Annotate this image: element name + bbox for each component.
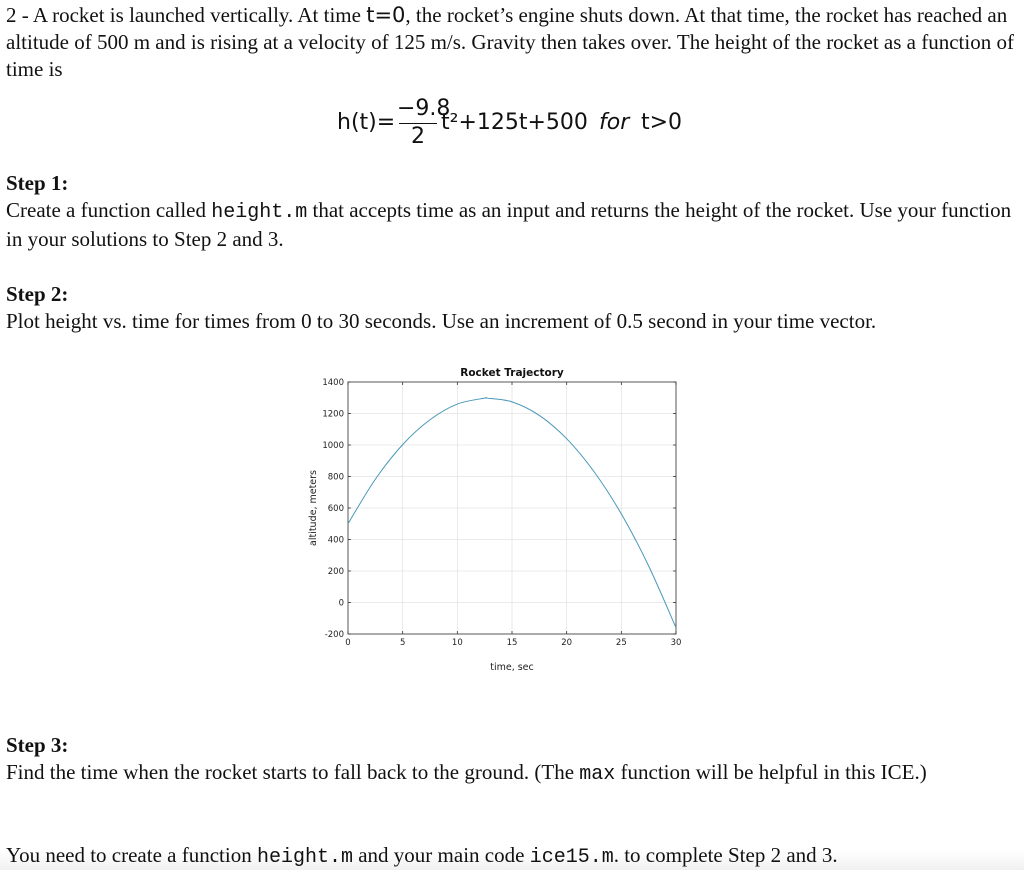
step3-heading: Step 3: — [6, 733, 69, 757]
chart-ylabel: altitude, meters — [308, 469, 319, 547]
step1-code: height.m — [211, 201, 308, 224]
footer-instructions — [6, 842, 1018, 871]
chart-title: Rocket Trajectory — [460, 367, 564, 379]
equation-lhs: h(t)= — [337, 110, 396, 135]
equation-polynomial: t²+125t+500 — [441, 110, 588, 135]
footer-text-1: You need to create a function — [6, 843, 257, 867]
step2-heading: Step 2: — [6, 282, 69, 306]
step1-text-1: Create a function called — [6, 198, 212, 222]
step3-text — [6, 759, 1006, 788]
x-tick-label: 20 — [561, 638, 573, 648]
equation-denominator: 2 — [411, 124, 425, 149]
step1-text-2: that accepts time as an input and returns the height of the rocket. Use your function in your solutions to Step 2 and 3. — [6, 198, 1012, 251]
rocket-trajectory-chart — [300, 362, 700, 677]
y-tick-label: 800 — [327, 472, 344, 483]
equation-numerator: −9.8 — [397, 96, 451, 121]
footer-code-main: ice15.m — [529, 846, 614, 869]
footer-text-3: . to complete Step 2 and 3. — [613, 843, 838, 867]
chart-xlabel: time, sec — [490, 662, 534, 673]
step3-text-1: Find the time when the rocket starts to fall back to the ground. (The — [6, 760, 580, 784]
y-tick-label: -200 — [324, 630, 344, 640]
step3-text-2: function will be helpful in this ICE.) — [615, 760, 927, 784]
equation-condition-for: for — [599, 110, 630, 135]
intro-text-2: , the rocket’s engine shuts down. At that time, the rocket has reached an altitude of 500 m and is rising at a velocity of 125 m/s. Gravity then takes over. The height of the rocket as a function of time is — [6, 3, 1014, 81]
footer-text-2: and your main code — [352, 843, 530, 867]
step1-heading: Step 1: — [6, 171, 69, 195]
x-tick-label: 5 — [399, 638, 406, 648]
chart-tick-labels — [322, 378, 681, 648]
equation-condition: t>0 — [641, 110, 683, 135]
x-tick-label: 30 — [670, 638, 682, 648]
intro-text-1: 2 - A rocket is launched vertically. At time — [6, 3, 367, 27]
step1-text — [6, 197, 1018, 253]
y-tick-label: 1000 — [322, 441, 344, 451]
y-tick-label: 0 — [338, 598, 344, 609]
step3-code: max — [579, 763, 616, 786]
intro-time-zero: t=0 — [366, 3, 406, 27]
y-tick-label: 1400 — [322, 378, 344, 388]
y-tick-label: 400 — [327, 535, 344, 546]
y-tick-label: 1200 — [322, 409, 344, 420]
x-tick-label: 10 — [451, 638, 463, 648]
step2-text: Plot height vs. time for times from 0 to 30 seconds. Use an increment of 0.5 second in your time vector. — [6, 309, 877, 333]
footer-code-height: height.m — [256, 846, 353, 869]
x-tick-label: 15 — [506, 638, 518, 648]
chart-grid — [348, 382, 676, 634]
problem-statement — [6, 2, 1018, 83]
x-tick-label: 0 — [345, 638, 351, 648]
y-tick-label: 600 — [327, 504, 344, 514]
y-tick-label: 200 — [327, 567, 344, 577]
x-tick-label: 25 — [615, 638, 627, 648]
